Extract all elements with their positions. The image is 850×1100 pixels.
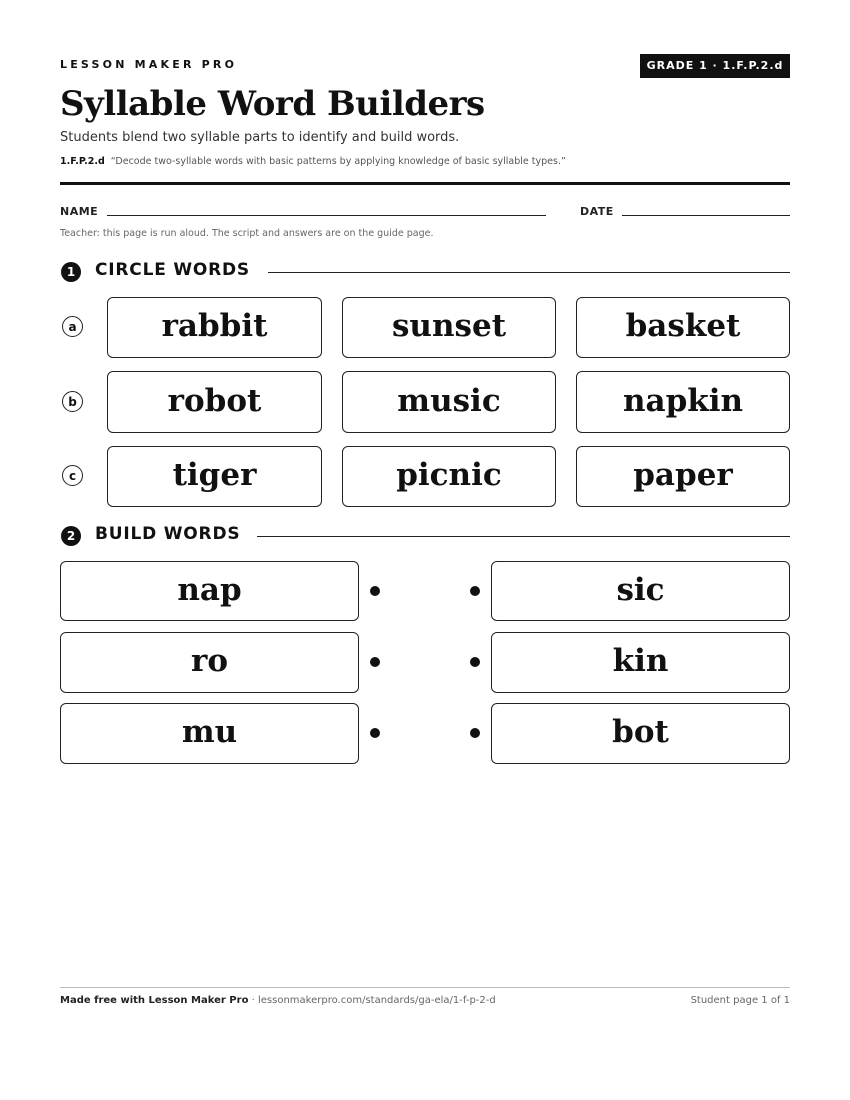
syllable-card-left[interactable]: ro: [60, 632, 359, 693]
page-subtitle: Students blend two syllable parts to identify and build words.: [60, 130, 460, 145]
name-label: NAME: [60, 205, 99, 218]
section-title-circle-words: CIRCLE WORDS: [95, 260, 250, 280]
word-card-music[interactable]: music: [342, 371, 556, 433]
footer-divider: [60, 987, 790, 988]
footer-made-with: Made free with Lesson Maker Pro: [60, 995, 249, 1006]
page-title: Syllable Word Builders: [60, 84, 485, 124]
word-card-napkin[interactable]: napkin: [576, 371, 790, 433]
footer-url[interactable]: lessonmakerpro.com/standards/ga-ela/1-f-p-2-d: [257, 995, 496, 1006]
section-divider: [257, 536, 790, 537]
standard-code: 1.F.P.2.d: [60, 156, 105, 167]
syllable-card-left[interactable]: nap: [60, 561, 359, 621]
connector-dot-right[interactable]: [470, 657, 480, 667]
footer-page-number: Student page 1 of 1: [690, 995, 790, 1006]
section-number-badge: 1: [61, 262, 81, 282]
connector-dot-left[interactable]: [370, 728, 380, 738]
name-field[interactable]: [107, 215, 546, 216]
syllable-card-right[interactable]: sic: [491, 561, 790, 621]
word-card-tiger[interactable]: tiger: [107, 446, 322, 507]
connector-dot-right[interactable]: [470, 728, 480, 738]
footer-separator: ·: [248, 995, 258, 1006]
header-divider: [60, 182, 790, 185]
syllable-card-left[interactable]: mu: [60, 703, 359, 764]
word-card-basket[interactable]: basket: [576, 297, 790, 358]
word-card-paper[interactable]: paper: [576, 446, 790, 507]
word-card-sunset[interactable]: sunset: [342, 297, 556, 358]
connector-dot-right[interactable]: [470, 586, 480, 596]
row-marker-b: b: [62, 391, 83, 412]
connector-dot-left[interactable]: [370, 657, 380, 667]
word-card-rabbit[interactable]: rabbit: [107, 297, 322, 358]
syllable-card-right[interactable]: kin: [491, 632, 790, 693]
row-marker-c: c: [62, 465, 83, 486]
connector-dot-left[interactable]: [370, 586, 380, 596]
standard-line: [60, 156, 566, 167]
word-card-robot[interactable]: robot: [107, 371, 322, 433]
syllable-card-right[interactable]: bot: [491, 703, 790, 764]
footer-credit: [60, 995, 496, 1006]
row-marker-a: a: [62, 316, 83, 337]
section-number-badge: 2: [61, 526, 81, 546]
section-title-build-words: BUILD WORDS: [95, 524, 241, 544]
grade-badge: GRADE 1 · 1.F.P.2.d: [640, 54, 790, 78]
standard-text: “Decode two-syllable words with basic patterns by applying knowledge of basic syllable types.”: [110, 156, 566, 167]
date-label: DATE: [580, 205, 614, 218]
brand-name: LESSON MAKER PRO: [60, 58, 238, 71]
date-field[interactable]: [622, 215, 790, 216]
section-divider: [268, 272, 790, 273]
teacher-note: Teacher: this page is run aloud. The script and answers are on the guide page.: [60, 228, 434, 239]
word-card-picnic[interactable]: picnic: [342, 446, 556, 507]
